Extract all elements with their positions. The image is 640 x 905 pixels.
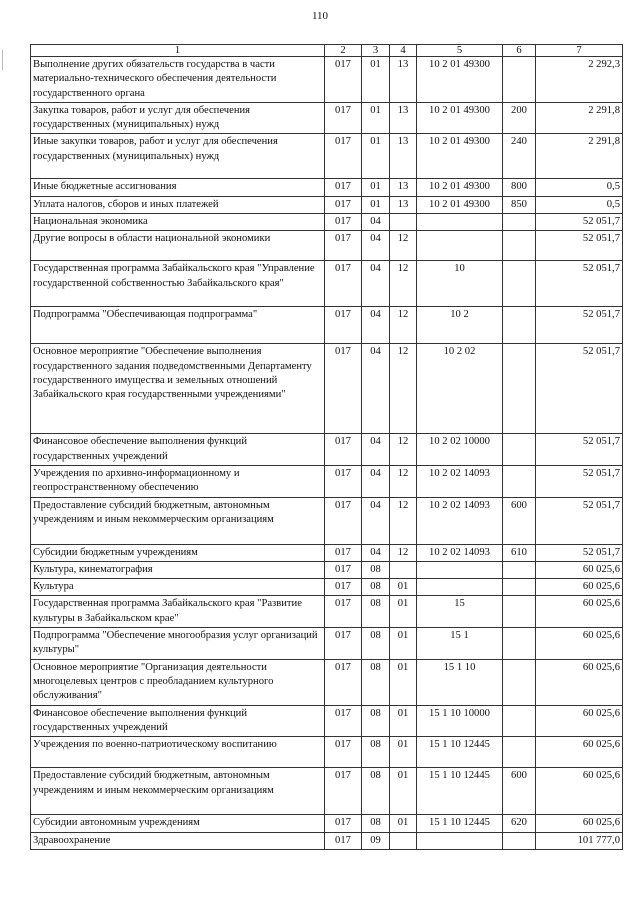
- item-name: Подпрограмма "Обеспечение многообразия услуг организаций культуры": [31, 628, 325, 660]
- subsection-code: 01: [390, 815, 417, 832]
- target-article-code: 10: [417, 261, 503, 307]
- section-code: 08: [362, 596, 390, 628]
- subsection-code: [390, 832, 417, 849]
- section-code: 04: [362, 497, 390, 544]
- item-name: Основное мероприятие "Обеспечение выполнения государственного задания подведомственными Департаменту государственного имущества и земельных отношений Забайкальского края государственными учреждениями": [31, 344, 325, 434]
- section-code: 04: [362, 261, 390, 307]
- amount: 60 025,6: [536, 579, 623, 596]
- item-name: Подпрограмма "Обеспечивающая подпрограмма": [31, 307, 325, 344]
- amount: 2 291,8: [536, 102, 623, 134]
- column-header: 2: [325, 45, 362, 57]
- target-article-code: 15 1 10 12445: [417, 815, 503, 832]
- amount: 60 025,6: [536, 815, 623, 832]
- table-row: [31, 57, 623, 103]
- subsection-code: 01: [390, 596, 417, 628]
- target-article-code: [417, 832, 503, 849]
- amount: 60 025,6: [536, 768, 623, 815]
- subsection-code: 01: [390, 579, 417, 596]
- table-row: [31, 261, 623, 307]
- table-row: [31, 579, 623, 596]
- amount: 52 051,7: [536, 214, 623, 231]
- ministry-code: 017: [325, 659, 362, 705]
- ministry-code: 017: [325, 596, 362, 628]
- section-code: 04: [362, 465, 390, 497]
- item-name: Финансовое обеспечение выполнения функций государственных учреждений: [31, 705, 325, 737]
- expense-type-code: [503, 579, 536, 596]
- table-row: [31, 179, 623, 196]
- section-code: 04: [362, 344, 390, 434]
- table-row: [31, 196, 623, 213]
- section-code: 01: [362, 179, 390, 196]
- ministry-code: 017: [325, 561, 362, 578]
- amount: 60 025,6: [536, 628, 623, 660]
- column-header: 1: [31, 45, 325, 57]
- table-row: [31, 596, 623, 628]
- amount: 52 051,7: [536, 231, 623, 261]
- section-code: 08: [362, 768, 390, 815]
- expense-type-code: [503, 214, 536, 231]
- ministry-code: 017: [325, 497, 362, 544]
- target-article-code: 15 1 10 10000: [417, 705, 503, 737]
- section-code: 01: [362, 102, 390, 134]
- amount: 0,5: [536, 179, 623, 196]
- target-article-code: [417, 579, 503, 596]
- target-article-code: 10 2 01 49300: [417, 196, 503, 213]
- section-code: 08: [362, 705, 390, 737]
- expense-type-code: [503, 344, 536, 434]
- expense-type-code: [503, 596, 536, 628]
- target-article-code: 15: [417, 596, 503, 628]
- expense-type-code: [503, 465, 536, 497]
- amount: 52 051,7: [536, 344, 623, 434]
- section-code: 01: [362, 196, 390, 213]
- target-article-code: 10 2 01 49300: [417, 179, 503, 196]
- item-name: Национальная экономика: [31, 214, 325, 231]
- ministry-code: 017: [325, 705, 362, 737]
- expense-type-code: [503, 231, 536, 261]
- table-row: [31, 768, 623, 815]
- page-number: 110: [311, 10, 329, 22]
- section-code: 09: [362, 832, 390, 849]
- ministry-code: 017: [325, 434, 362, 466]
- table-row: [31, 307, 623, 344]
- amount: 52 051,7: [536, 434, 623, 466]
- subsection-code: [390, 214, 417, 231]
- amount: 52 051,7: [536, 307, 623, 344]
- section-code: 08: [362, 815, 390, 832]
- item-name: Иные бюджетные ассигнования: [31, 179, 325, 196]
- item-name: Закупка товаров, работ и услуг для обеспечения государственных (муниципальных) нужд: [31, 102, 325, 134]
- ministry-code: 017: [325, 261, 362, 307]
- item-name: Учреждения по архивно-информационному и геопространственному обеспечению: [31, 465, 325, 497]
- expense-type-code: 600: [503, 768, 536, 815]
- table-row: [31, 344, 623, 434]
- target-article-code: 15 1 10 12445: [417, 737, 503, 768]
- ministry-code: 017: [325, 344, 362, 434]
- table-row: [31, 832, 623, 849]
- subsection-code: 12: [390, 497, 417, 544]
- item-name: Здравоохранение: [31, 832, 325, 849]
- margin-mark: [2, 50, 3, 70]
- item-name: Культура, кинематография: [31, 561, 325, 578]
- target-article-code: 15 1 10: [417, 659, 503, 705]
- ministry-code: 017: [325, 214, 362, 231]
- item-name: Субсидии автономным учреждениям: [31, 815, 325, 832]
- table-row: [31, 659, 623, 705]
- expense-type-code: [503, 261, 536, 307]
- expense-type-code: [503, 434, 536, 466]
- subsection-code: 13: [390, 196, 417, 213]
- column-header: 3: [362, 45, 390, 57]
- ministry-code: 017: [325, 57, 362, 103]
- section-code: 01: [362, 57, 390, 103]
- ministry-code: 017: [325, 628, 362, 660]
- ministry-code: 017: [325, 231, 362, 261]
- item-name: Уплата налогов, сборов и иных платежей: [31, 196, 325, 213]
- item-name: Основное мероприятие "Организация деятельности многоцелевых центров с преобладанием культурного обслуживания": [31, 659, 325, 705]
- expense-type-code: [503, 57, 536, 103]
- target-article-code: 10 2 02: [417, 344, 503, 434]
- expense-type-code: [503, 659, 536, 705]
- section-code: 04: [362, 214, 390, 231]
- expense-type-code: 610: [503, 544, 536, 561]
- expense-type-code: 800: [503, 179, 536, 196]
- target-article-code: 10 2 02 14093: [417, 497, 503, 544]
- table-row: [31, 214, 623, 231]
- item-name: Иные закупки товаров, работ и услуг для обеспечения государственных (муниципальных) нужд: [31, 134, 325, 179]
- expense-type-code: 850: [503, 196, 536, 213]
- subsection-code: 12: [390, 434, 417, 466]
- ministry-code: 017: [325, 768, 362, 815]
- amount: 2 291,8: [536, 134, 623, 179]
- subsection-code: 13: [390, 57, 417, 103]
- amount: 52 051,7: [536, 261, 623, 307]
- table-row: [31, 628, 623, 660]
- ministry-code: 017: [325, 737, 362, 768]
- section-code: 08: [362, 561, 390, 578]
- section-code: 08: [362, 737, 390, 768]
- target-article-code: 10 2 02 10000: [417, 434, 503, 466]
- ministry-code: 017: [325, 102, 362, 134]
- subsection-code: 12: [390, 544, 417, 561]
- item-name: Государственная программа Забайкальского края "Управление государственной собственностью Забайкальского края": [31, 261, 325, 307]
- table-header-row: [31, 45, 623, 57]
- ministry-code: 017: [325, 579, 362, 596]
- table-row: [31, 465, 623, 497]
- expense-type-code: 600: [503, 497, 536, 544]
- target-article-code: 10 2 02 14093: [417, 465, 503, 497]
- subsection-code: 01: [390, 659, 417, 705]
- section-code: 08: [362, 659, 390, 705]
- section-code: 04: [362, 231, 390, 261]
- section-code: 08: [362, 579, 390, 596]
- subsection-code: 01: [390, 768, 417, 815]
- table-row: [31, 815, 623, 832]
- subsection-code: 12: [390, 261, 417, 307]
- table-row: [31, 134, 623, 179]
- item-name: Другие вопросы в области национальной экономики: [31, 231, 325, 261]
- ministry-code: 017: [325, 307, 362, 344]
- item-name: Предоставление субсидий бюджетным, автономным учреждениям и иным некоммерческим организациям: [31, 768, 325, 815]
- target-article-code: [417, 561, 503, 578]
- item-name: Финансовое обеспечение выполнения функций государственных учреждений: [31, 434, 325, 466]
- expense-type-code: [503, 561, 536, 578]
- column-header: 6: [503, 45, 536, 57]
- table-row: [31, 434, 623, 466]
- target-article-code: [417, 214, 503, 231]
- ministry-code: 017: [325, 179, 362, 196]
- item-name: Субсидии бюджетным учреждениям: [31, 544, 325, 561]
- target-article-code: 15 1 10 12445: [417, 768, 503, 815]
- amount: 60 025,6: [536, 737, 623, 768]
- ministry-code: 017: [325, 134, 362, 179]
- amount: 60 025,6: [536, 561, 623, 578]
- ministry-code: 017: [325, 815, 362, 832]
- expense-type-code: 620: [503, 815, 536, 832]
- expense-type-code: [503, 628, 536, 660]
- expense-type-code: [503, 307, 536, 344]
- subsection-code: 13: [390, 179, 417, 196]
- section-code: 04: [362, 544, 390, 561]
- item-name: Культура: [31, 579, 325, 596]
- column-header: 4: [390, 45, 417, 57]
- section-code: 01: [362, 134, 390, 179]
- subsection-code: 01: [390, 628, 417, 660]
- column-header: 7: [536, 45, 623, 57]
- amount: 60 025,6: [536, 596, 623, 628]
- target-article-code: 10 2 01 49300: [417, 57, 503, 103]
- ministry-code: 017: [325, 465, 362, 497]
- subsection-code: [390, 561, 417, 578]
- table-row: [31, 705, 623, 737]
- amount: 0,5: [536, 196, 623, 213]
- ministry-code: 017: [325, 832, 362, 849]
- target-article-code: 10 2 01 49300: [417, 134, 503, 179]
- ministry-code: 017: [325, 544, 362, 561]
- subsection-code: 13: [390, 134, 417, 179]
- expense-type-code: [503, 832, 536, 849]
- table-row: [31, 737, 623, 768]
- table-row: [31, 544, 623, 561]
- subsection-code: 12: [390, 231, 417, 261]
- table-body: [31, 57, 623, 850]
- target-article-code: [417, 231, 503, 261]
- subsection-code: 01: [390, 705, 417, 737]
- amount: 52 051,7: [536, 497, 623, 544]
- amount: 60 025,6: [536, 705, 623, 737]
- amount: 52 051,7: [536, 465, 623, 497]
- amount: 2 292,3: [536, 57, 623, 103]
- target-article-code: 15 1: [417, 628, 503, 660]
- section-code: 08: [362, 628, 390, 660]
- subsection-code: 12: [390, 307, 417, 344]
- expense-type-code: [503, 705, 536, 737]
- section-code: 04: [362, 307, 390, 344]
- target-article-code: 10 2: [417, 307, 503, 344]
- table-row: [31, 497, 623, 544]
- subsection-code: 12: [390, 465, 417, 497]
- ministry-code: 017: [325, 196, 362, 213]
- item-name: Выполнение других обязательств государства в части материально-технического обеспечения деятельности государственного органа: [31, 57, 325, 103]
- expense-type-code: 240: [503, 134, 536, 179]
- item-name: Предоставление субсидий бюджетным, автономным учреждениям и иным некоммерческим организациям: [31, 497, 325, 544]
- amount: 60 025,6: [536, 659, 623, 705]
- budget-table: [30, 44, 623, 850]
- amount: 52 051,7: [536, 544, 623, 561]
- table-row: [31, 561, 623, 578]
- subsection-code: 01: [390, 737, 417, 768]
- target-article-code: 10 2 02 14093: [417, 544, 503, 561]
- expense-type-code: [503, 737, 536, 768]
- subsection-code: 12: [390, 344, 417, 434]
- section-code: 04: [362, 434, 390, 466]
- table-row: [31, 102, 623, 134]
- column-header: 5: [417, 45, 503, 57]
- expense-type-code: 200: [503, 102, 536, 134]
- amount: 101 777,0: [536, 832, 623, 849]
- table-row: [31, 231, 623, 261]
- item-name: Учреждения по военно-патриотическому воспитанию: [31, 737, 325, 768]
- subsection-code: 13: [390, 102, 417, 134]
- target-article-code: 10 2 01 49300: [417, 102, 503, 134]
- item-name: Государственная программа Забайкальского края "Развитие культуры в Забайкальском крае": [31, 596, 325, 628]
